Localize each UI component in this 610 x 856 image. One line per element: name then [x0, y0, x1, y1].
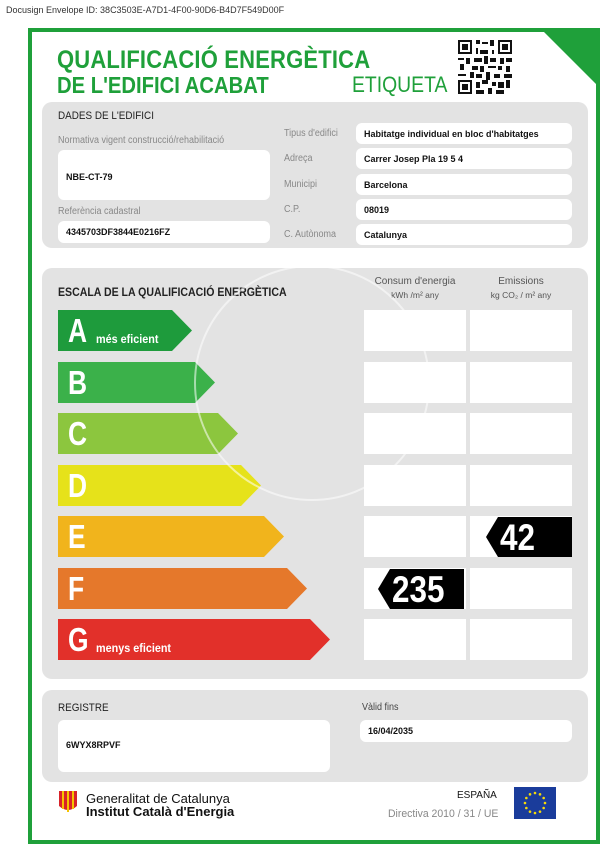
energy-class-letter: G	[68, 621, 89, 658]
energy-class-g	[58, 619, 330, 660]
emissions-cell	[470, 413, 572, 454]
qr-code-icon	[456, 38, 514, 96]
consum-cell	[364, 619, 466, 660]
cp-value: 08019	[356, 199, 572, 220]
energy-class-b	[58, 362, 215, 403]
generalitat-line-1: Generalitat de Catalunya	[86, 791, 230, 806]
consum-cell	[364, 465, 466, 506]
tipus-edifici-value: Habitatge individual en bloc d'habitatges	[356, 123, 572, 144]
consum-header	[364, 276, 466, 300]
municipi-value: Barcelona	[356, 174, 572, 195]
building-data-panel	[42, 102, 588, 248]
energy-class-sub: menys eficient	[96, 641, 172, 655]
energy-class-letter: A	[68, 312, 88, 349]
energy-class-f	[58, 568, 307, 609]
emissions-cell	[470, 465, 572, 506]
referencia-label: Referència cadastral	[58, 206, 141, 217]
building-section-title: DADES DE L'EDIFICI	[58, 110, 154, 122]
emissions-cell	[470, 310, 572, 351]
eu-flag-icon	[514, 787, 556, 819]
energy-class-c	[58, 413, 238, 454]
emissions-header	[470, 276, 572, 300]
eu-star	[529, 810, 532, 813]
registre-panel	[42, 690, 588, 782]
emissions-unit: kg CO₂ / m² any	[490, 290, 552, 300]
emissions-cell	[470, 619, 572, 660]
consum-cell	[364, 413, 466, 454]
energy-class-letter: E	[68, 518, 86, 555]
energy-class-letter: D	[68, 466, 88, 504]
consum-header-label: Consum d'energia	[374, 276, 456, 287]
eu-star	[525, 807, 528, 810]
eu-star	[539, 810, 542, 813]
consum-badge-value: 235	[392, 568, 445, 610]
eu-star	[534, 812, 537, 815]
generalitat-logo-icon	[58, 790, 78, 814]
energy-scale-panel	[42, 268, 588, 679]
autonoma-value: Catalunya	[356, 224, 572, 245]
emissions-cell	[470, 568, 572, 609]
cp-label: C.P.	[284, 204, 301, 215]
eu-star	[544, 802, 547, 805]
energy-class-letter: F	[68, 569, 85, 607]
energy-class-letter: B	[68, 363, 88, 401]
corner-decoration	[540, 28, 600, 88]
generalitat-text	[86, 792, 234, 818]
consum-unit: kWh /m² any	[391, 290, 439, 300]
emissions-badge	[486, 517, 572, 557]
registre-label: REGISTRE	[58, 702, 109, 714]
title-line-1: QUALIFICACIÓ ENERGÈTICA	[57, 46, 371, 74]
energy-class-a	[58, 310, 192, 351]
energy-class-sub: més eficient	[96, 332, 159, 346]
title-line-2: DE L'EDIFICI ACABAT	[57, 72, 269, 98]
eu-star	[539, 793, 542, 796]
eu-star	[525, 797, 528, 800]
emissions-cell	[470, 362, 572, 403]
directive-label: Directiva 2010 / 31 / UE	[388, 808, 499, 820]
adreca-value: Carrer Josep Pla 19 5 4	[356, 148, 572, 169]
eu-star	[534, 792, 537, 795]
etiqueta-label: ETIQUETA	[352, 72, 448, 97]
valid-fins-label: Vàlid fins	[362, 702, 399, 713]
municipi-label: Municipi	[284, 179, 318, 190]
normativa-value: NBE-CT-79	[58, 150, 270, 200]
envelope-id: Docusign Envelope ID: 38C3503E-A7D1-4F00-90D6-B4D7F549D00F	[6, 5, 285, 15]
consum-cell	[364, 310, 466, 351]
energy-class-e	[58, 516, 284, 557]
eu-star	[542, 807, 545, 810]
eu-star	[529, 793, 532, 796]
registre-value: 6WYX8RPVF	[58, 720, 330, 772]
emissions-header-label: Emissions	[498, 276, 544, 287]
adreca-label: Adreça	[284, 153, 313, 164]
scale-section-title: ESCALA DE LA QUALIFICACIÓ ENERGÈTICA	[58, 285, 287, 299]
normativa-label: Normativa vigent construcció/rehabilitació	[58, 135, 225, 146]
valid-fins-value: 16/04/2035	[360, 720, 572, 742]
consum-cell	[364, 516, 466, 557]
energy-class-letter: C	[68, 415, 88, 452]
eu-star	[542, 797, 545, 800]
consum-cell	[364, 362, 466, 403]
tipus-edifici-label: Tipus d'edifici	[284, 128, 338, 139]
consum-badge	[378, 569, 464, 609]
referencia-value: 4345703DF3844E0216FZ	[58, 221, 270, 243]
energy-class-d	[58, 465, 261, 506]
emissions-badge-value: 42	[500, 517, 535, 558]
energy-label-frame	[28, 28, 600, 844]
eu-star	[524, 802, 527, 805]
generalitat-line-2: Institut Català d'Energia	[86, 804, 235, 819]
country-label: ESPAÑA	[457, 790, 497, 801]
autonoma-label: C. Autònoma	[284, 229, 337, 240]
